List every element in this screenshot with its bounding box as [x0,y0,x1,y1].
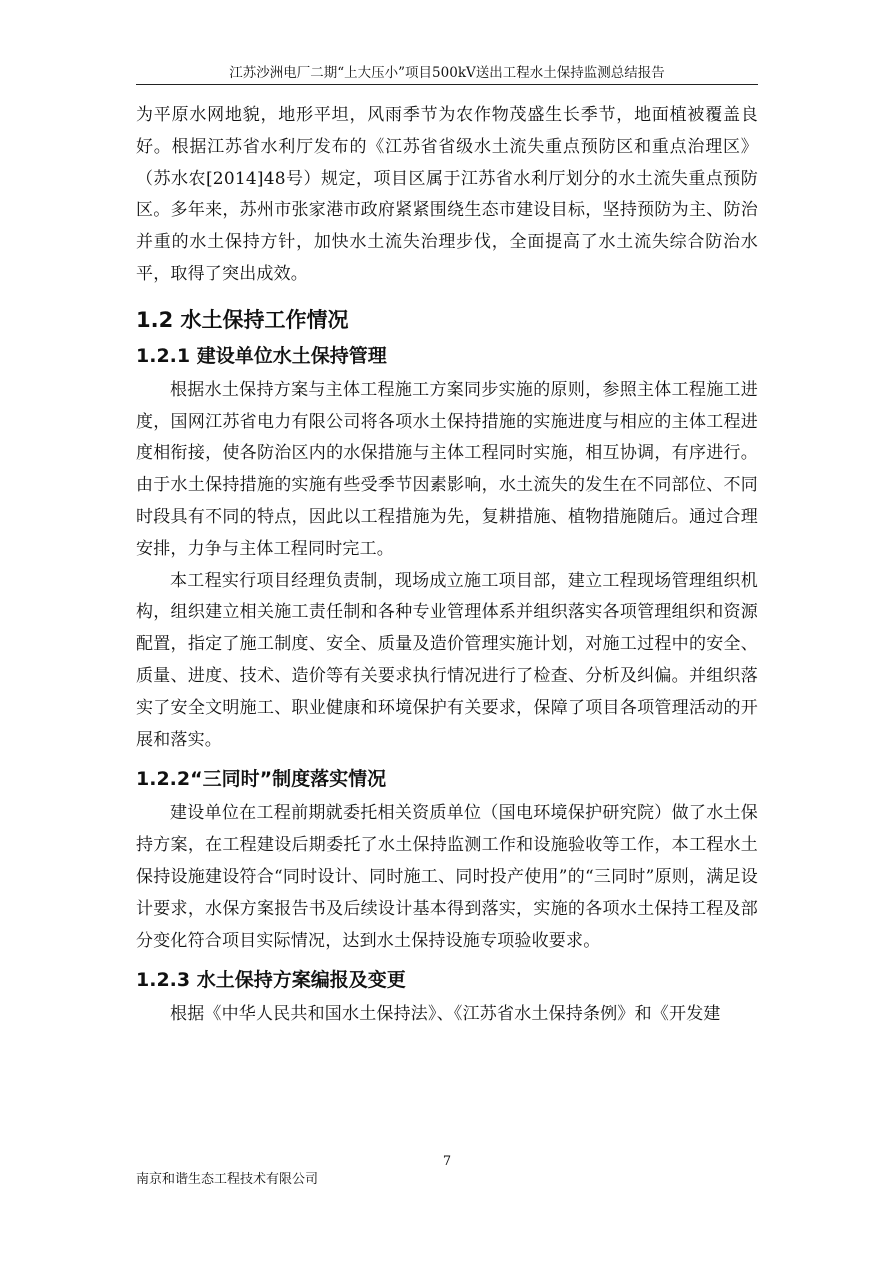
footer-company-name: 南京和谐生态工程技术有限公司 [136,1172,319,1187]
section-heading-1-2-3: 1.2.3 水土保持方案编报及变更 [136,969,406,992]
page-number: 7 [442,1154,452,1169]
section-heading-1-2-2: 1.2.2“三同时”制度落实情况 [136,768,387,791]
section-heading-1-2: 1.2 水土保持工作情况 [136,307,349,332]
paragraph-1-2-1-b: 本工程实行项目经理负责制，现场成立施工项目部，建立工程现场管理组织机构，组织建立相关施工责任制和各种专业管理体系并组织落实各项管理组织和资源配置，指定了施工制度、安全、质量及造价管理实施计划，对施工过程中的安全、质量、进度、技术、造价等有关要求执行情况进行了检查、分析及纠偏。并组织落实了安全文明施工、职业健康和环境保护有关要求，保障了项目各项管理活动的开展和落实。 [136,570,758,750]
header-divider [136,84,758,85]
running-header: 江苏沙洲电厂二期“上大压小”项目500kV送出工程水土保持监测总结报告 [229,65,665,81]
paragraph-1-2-2: 建设单位在工程前期就委托相关资质单位（国电环境保护研究院）做了水土保持方案，在工程建设后期委托了水土保持监测工作和设施验收等工作，本工程水土保持设施建设符合“同时设计、同时施工、同时投产使用”的“三同时”原则，满足设计要求，水保方案报告书及后续设计基本得到落实，实施的各项水土保持工程及部分变化符合项目实际情况，达到水土保持设施专项验收要求。 [136,803,758,951]
paragraph-intro-continuation: 为平原水网地貌，地形平坦，风雨季节为农作物茂盛生长季节，地面植被覆盖良好。根据江苏省水利厅发布的《江苏省省级水土流失重点预防区和重点治理区》（苏水农[2014]48号）规定，项目区属于江苏省水利厅划分的水土流失重点预防区。多年来，苏州市张家港市政府紧紧围绕生态市建设目标，坚持预防为主、防治并重的水土保持方针，加快水土流失治理步伐，全面提高了水土流失综合防治水平，取得了突出成效。 [136,105,758,284]
section-heading-1-2-1: 1.2.1 建设单位水土保持管理 [136,344,387,367]
page-body [136,100,758,1031]
paragraph-1-2-1-a: 根据水土保持方案与主体工程施工方案同步实施的原则，参照主体工程施工进度，国网江苏省电力有限公司将各项水土保持措施的实施进度与相应的主体工程进度相衔接，使各防治区内的水保措施与主体工程同时实施，相互协调，有序进行。由于水土保持措施的实施有些受季节因素影响，水土流失的发生在不同部位、不同时段具有不同的特点，因此以工程措施为先，复耕措施、植物措施随后。通过合理安排，力争与主体工程同时完工。 [136,379,758,559]
paragraph-1-2-3: 根据《中华人民共和国水土保持法》、《江苏省水土保持条例》和《开发建 [170,1004,721,1025]
